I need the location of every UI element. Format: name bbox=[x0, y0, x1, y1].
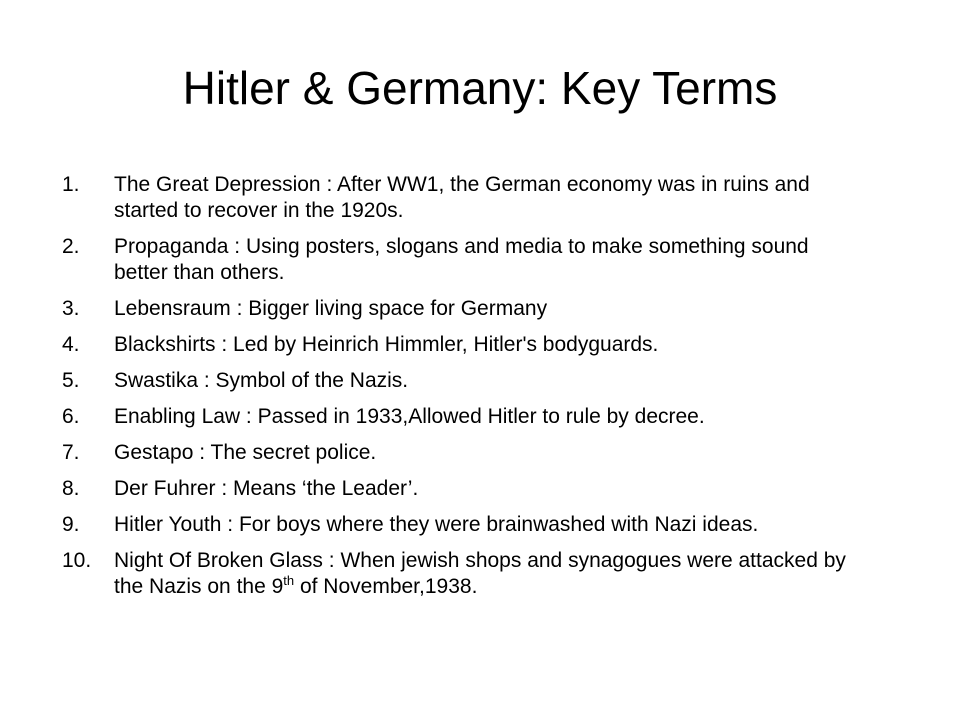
term-definition-end: of November,1938. bbox=[294, 575, 478, 598]
term-definition: Means ‘the Leader’. bbox=[233, 477, 419, 500]
item-number: 8. bbox=[62, 477, 80, 500]
term-definition: After WW1, the German economy was in ruins and started to recover in the 1920s. bbox=[114, 173, 810, 222]
list-item bbox=[62, 332, 862, 358]
term-name: Blackshirts bbox=[114, 333, 216, 356]
item-text bbox=[114, 296, 862, 322]
term-name: Enabling Law bbox=[114, 405, 241, 428]
term-name: Lebensraum bbox=[114, 297, 231, 320]
term-name: Hitler Youth bbox=[114, 513, 222, 536]
item-number: 3. bbox=[62, 297, 80, 320]
list-item bbox=[62, 368, 862, 394]
term-separator: : bbox=[228, 235, 246, 258]
item-text bbox=[114, 440, 862, 466]
item-number: 1. bbox=[62, 173, 80, 196]
term-name: Der Fuhrer bbox=[114, 477, 216, 500]
item-text bbox=[114, 368, 862, 394]
term-separator: : bbox=[320, 173, 337, 196]
item-text bbox=[114, 332, 862, 358]
item-text bbox=[114, 404, 862, 430]
item-number: 2. bbox=[62, 235, 80, 258]
term-name: Gestapo bbox=[114, 441, 194, 464]
term-separator: : bbox=[193, 441, 211, 464]
list-item bbox=[62, 476, 862, 502]
term-separator: : bbox=[198, 369, 216, 392]
item-text bbox=[114, 548, 862, 600]
term-definition: Passed in 1933,Allowed Hitler to rule by decree. bbox=[257, 405, 705, 428]
item-text bbox=[114, 512, 862, 538]
item-text bbox=[114, 234, 862, 286]
term-definition: For boys where they were brainwashed with Nazi ideas. bbox=[238, 513, 759, 536]
key-terms-list bbox=[62, 172, 862, 610]
term-definition: Bigger living space for Germany bbox=[248, 297, 548, 320]
term-name: Night Of Broken Glass bbox=[114, 549, 323, 572]
item-number: 5. bbox=[62, 369, 80, 392]
term-separator: : bbox=[240, 405, 258, 428]
term-separator: : bbox=[215, 333, 234, 356]
term-definition: The secret police. bbox=[210, 441, 377, 464]
term-separator: : bbox=[322, 549, 341, 572]
term-definition: When jewish shops and synagogues were attacked by the Nazis on the 9 bbox=[114, 549, 846, 598]
item-text bbox=[114, 172, 862, 224]
term-definition: Using posters, slogans and media to make something sound better than others. bbox=[114, 235, 809, 284]
list-item bbox=[62, 404, 862, 430]
list-item bbox=[62, 548, 862, 600]
list-item bbox=[62, 234, 862, 286]
term-name: Propaganda bbox=[114, 235, 229, 258]
term-definition: Symbol of the Nazis. bbox=[215, 369, 409, 392]
item-number: 4. bbox=[62, 333, 80, 356]
list-item bbox=[62, 440, 862, 466]
item-number: 9. bbox=[62, 513, 80, 536]
term-separator: : bbox=[221, 513, 239, 536]
item-number: 6. bbox=[62, 405, 80, 428]
term-name: The Great Depression bbox=[114, 173, 321, 196]
term-separator: : bbox=[215, 477, 234, 500]
item-number: 7. bbox=[62, 441, 80, 464]
term-definition: Led by Heinrich Himmler, Hitler's bodyguards. bbox=[233, 333, 659, 356]
slide-title: Hitler & Germany: Key Terms bbox=[182, 62, 778, 114]
list-item bbox=[62, 296, 862, 322]
term-separator: : bbox=[230, 297, 249, 320]
item-number: 10. bbox=[62, 549, 92, 572]
list-item bbox=[62, 172, 862, 224]
ordinal-superscript: th bbox=[283, 573, 295, 588]
item-text bbox=[114, 476, 862, 502]
term-name: Swastika bbox=[114, 369, 199, 392]
list-item bbox=[62, 512, 862, 538]
